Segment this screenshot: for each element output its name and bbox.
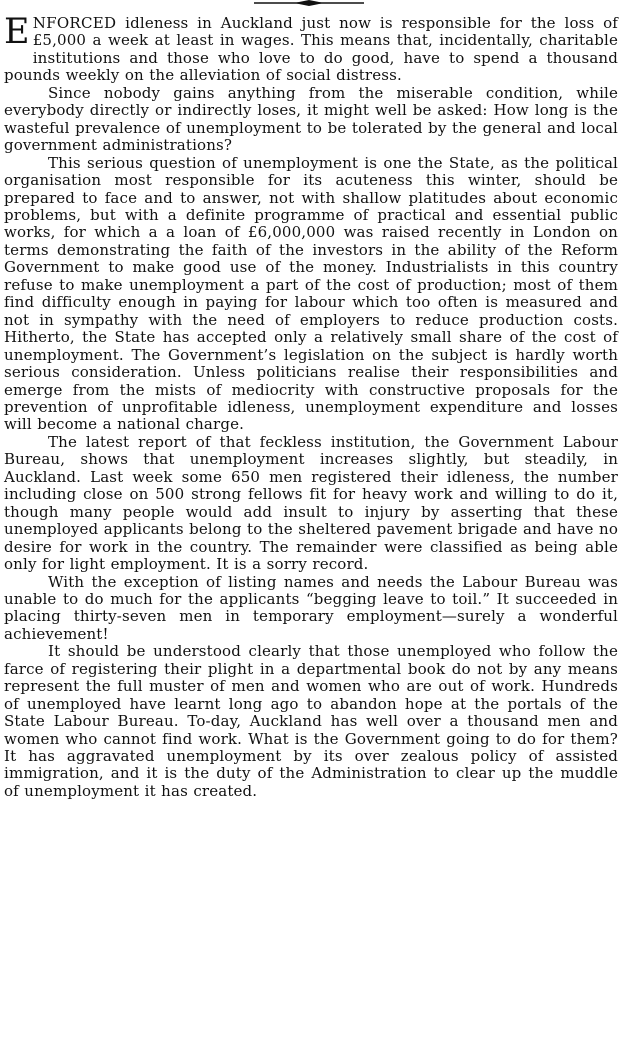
- paragraph-3: This serious question of unemployment is one the State, as the political organisation most responsible for its acuteness this winter, should be prepared to face and to answer, not with shallow platitudes about economic problems, but with a definite programme of practical and essential public works, for which a a loan of £6,000,000 was raised recently in London on terms demonstrating the faith of the investors in the ability of the Reform Government to make good use of the money. Industrialists in this country refuse to make unemployment a part of the cost of production; most of them find difficulty enough in paying for labour which too often is measured and not in sympathy with the need of employers to reduce production costs. Hitherto, the State has accepted only a relatively small share of the cost of unemployment. The Government’s legislation on the subject is hardly worth serious consideration. Unless politicians realise their responsibilities and emerge from the mists of mediocrity with constructive proposals for the prevention of unprofitable idleness, unemployment expenditure and losses will become a national charge.: [4, 153, 618, 434]
- paragraph-5: With the exception of listing names and needs the Labour Bureau was unable to do much for the applicants “begging leave to toil.” It succeeded in placing thirty-seven men in temporary employment—surely a wonderful achievement!: [4, 572, 618, 643]
- paragraph-6: It should be understood clearly that those unemployed who follow the farce of registering their plight in a departmental book do not by any means represent the full muster of men and women who are out of work. Hundreds of unemployed have learnt long ago to abandon hope at the portals of the State Labour Bureau. To-day, Auckland has well over a thousand men and women who cannot find work. What is the Government going to do for them? It has aggravated unemployment by its over zealous policy of assisted immigration, and it is the duty of the Administration to clear up the muddle of unemployment it has created.: [4, 642, 618, 800]
- newspaper-clipping: [4, 0, 618, 1049]
- editorial-article: [4, 12, 618, 800]
- paragraph-1-text: idleness in Auckland just now is responsible for the loss of £5,000 a week at least in wages. This means that, incidentally, charitable institutions and those who love to do good, have to spend a thousand pounds weekly on the alleviation of social distress.: [4, 14, 618, 85]
- lead-word: NFORCED: [32, 14, 117, 32]
- paragraph-2: Since nobody gains anything from the miserable condition, while everybody directly or indirectly loses, it might well be asked: How long is the wasteful prevalence of unemployment to be tolerated by the general and local government administrations?: [4, 83, 618, 155]
- paragraph-4: The latest report of that feckless institution, the Government Labour Bureau, shows that unemployment increases slightly, but steadily, in Auckland. Last week some 650 men registered their idleness, the number including close on 500 strong fellows fit for heavy work and willing to do it, though many people would add insult to injury by asserting that these unemployed applicants belong to the sheltered pavement brigade and have no desire for work in the country. The remainder were classified as being able only for light employment. It is a sorry record.: [4, 432, 618, 574]
- drop-cap: E: [4, 12, 30, 52]
- paragraph-1: [4, 12, 618, 85]
- divider-ornament: [254, 0, 364, 8]
